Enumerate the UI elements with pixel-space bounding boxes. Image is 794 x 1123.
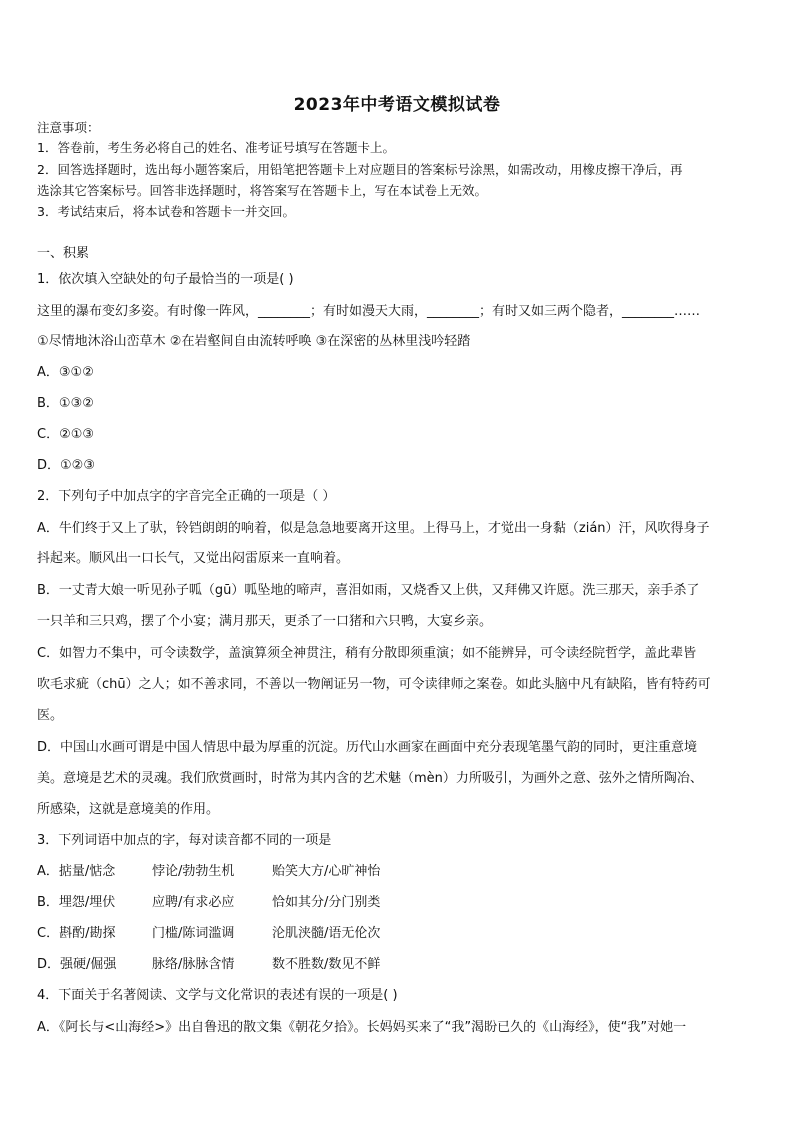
question-2-option-c-line-1: C．如智力不集中，可令读数学，盖演算须全神贯注，稍有分散即须重演；如不能辨异，可令读经院哲学，盖此辈皆 (37, 646, 697, 661)
notice-item-1: 1．答卷前，考生务必将自己的姓名、准考证号填写在答题卡上。 (37, 140, 395, 155)
notice-item-2-line-2: 选涂其它答案标号。回答非选择题时，将答案写在答题卡上，写在本试卷上无效。 (37, 183, 488, 198)
option-part: 数不胜数/数见不鲜 (272, 957, 381, 972)
question-2-option-d-line-3: 所感染，这就是意境美的作用。 (37, 802, 220, 817)
option-part: D．强硬/倔强 (37, 957, 117, 972)
option-part: 脉络/脉脉含情 (152, 957, 235, 972)
question-2-option-b-line-1: B．一丈青大娘一听见孙子呱（gū）呱坠地的啼声，喜泪如雨，又烧香又上供，又拜佛又许愿。洗三那天，亲手杀了 (37, 583, 700, 598)
option-part: B．埋怨/埋伏 (37, 895, 116, 910)
notice-item-2-line-1: 2．回答选择题时，选出每小题答案后，用铅笔把答题卡上对应题目的答案标号涂黑，如需改动，用橡皮擦干净后，再 (37, 162, 683, 177)
question-2-option-a-line-1: A．牛们终于又上了驮，铃铛朗朗的响着，似是急急地要离开这里。上得马上，才觉出一身黏（zián）汗，风吹得身子 (37, 521, 710, 536)
question-1-stem: 1．依次填入空缺处的句子最恰当的一项是( ) (37, 272, 294, 287)
section-heading: 一、积累 (37, 246, 90, 261)
question-2-option-c-line-2: 吹毛求疵（chū）之人；如不善求同，不善以一物阐证另一物，可令读律师之案卷。如此头脑中凡有缺陷，皆有特药可 (37, 677, 711, 692)
notice-item-3: 3．考试结束后，将本试卷和答题卡一并交回。 (37, 204, 295, 219)
option-part: 恰如其分/分门别类 (272, 895, 381, 910)
question-4-stem: 4．下面关于名著阅读、文学与文化常识的表述有误的一项是( ) (37, 988, 398, 1003)
question-2-stem: 2．下列句子中加点字的字音完全正确的一项是（ ） (37, 489, 336, 504)
option-part: A．掂量/惦念 (37, 864, 116, 879)
question-2-option-d-line-2: 美。意境是艺术的灵魂。我们欣赏画时，时常为其内含的艺术魅（mèn）力所吸引，为画外之意、弦外之情所陶冶、 (37, 771, 703, 786)
question-1-option-d: D．①②③ (37, 458, 95, 473)
question-1-clauses: ①尽情地沐浴山峦草木 ②在岩壑间自由流转呼唤 ③在深密的丛林里浅吟轻踏 (37, 334, 471, 349)
question-1-option-b: B．①③② (37, 396, 94, 411)
option-part: 应聘/有求必应 (152, 895, 235, 910)
question-3-stem: 3．下列词语中加点的字，每对读音都不同的一项是 (37, 833, 332, 848)
question-3-option-b (37, 895, 759, 911)
question-3-option-c (37, 926, 759, 942)
option-part: 沦肌浃髓/语无伦次 (272, 926, 381, 941)
page-title: 2023年中考语文模拟试卷 (293, 95, 501, 115)
question-3-option-d (37, 957, 759, 973)
option-part: C．斟酌/勘探 (37, 926, 116, 941)
question-2-option-a-line-2: 抖起来。顺风出一口长气，又觉出闷雷原来一直响着。 (37, 551, 350, 566)
question-4-option-a-line-1: A．《阿长与<山海经>》出自鲁迅的散文集《朝花夕拾》。长妈妈买来了“我”渴盼已久的《山海经》，使“我”对她一 (37, 1020, 687, 1035)
question-1-option-a: A．③①② (37, 365, 94, 380)
notice-heading: 注意事项： (37, 120, 100, 135)
question-2-option-d-line-1: D．中国山水画可谓是中国人情思中最为厚重的沉淀。历代山水画家在画面中充分表现笔墨气韵的同时，更注重意境 (37, 740, 698, 755)
question-3-option-a (37, 864, 759, 880)
option-part: 贻笑大方/心旷神怡 (272, 864, 381, 879)
question-2-option-c-line-3: 医。 (37, 708, 64, 723)
question-1-option-c: C．②①③ (37, 427, 95, 442)
option-part: 悖论/勃勃生机 (152, 864, 235, 879)
option-part: 门槛/陈词滥调 (152, 926, 235, 941)
question-2-option-b-line-2: 一只羊和三只鸡，摆了个小宴；满月那天，更杀了一口猪和六只鸭，大宴乡亲。 (37, 614, 493, 629)
question-1-text: 这里的瀑布变幻多姿。有时像一阵风，________；有时如漫天大雨，________；有时又如三两个隐者，________…… (37, 304, 701, 319)
